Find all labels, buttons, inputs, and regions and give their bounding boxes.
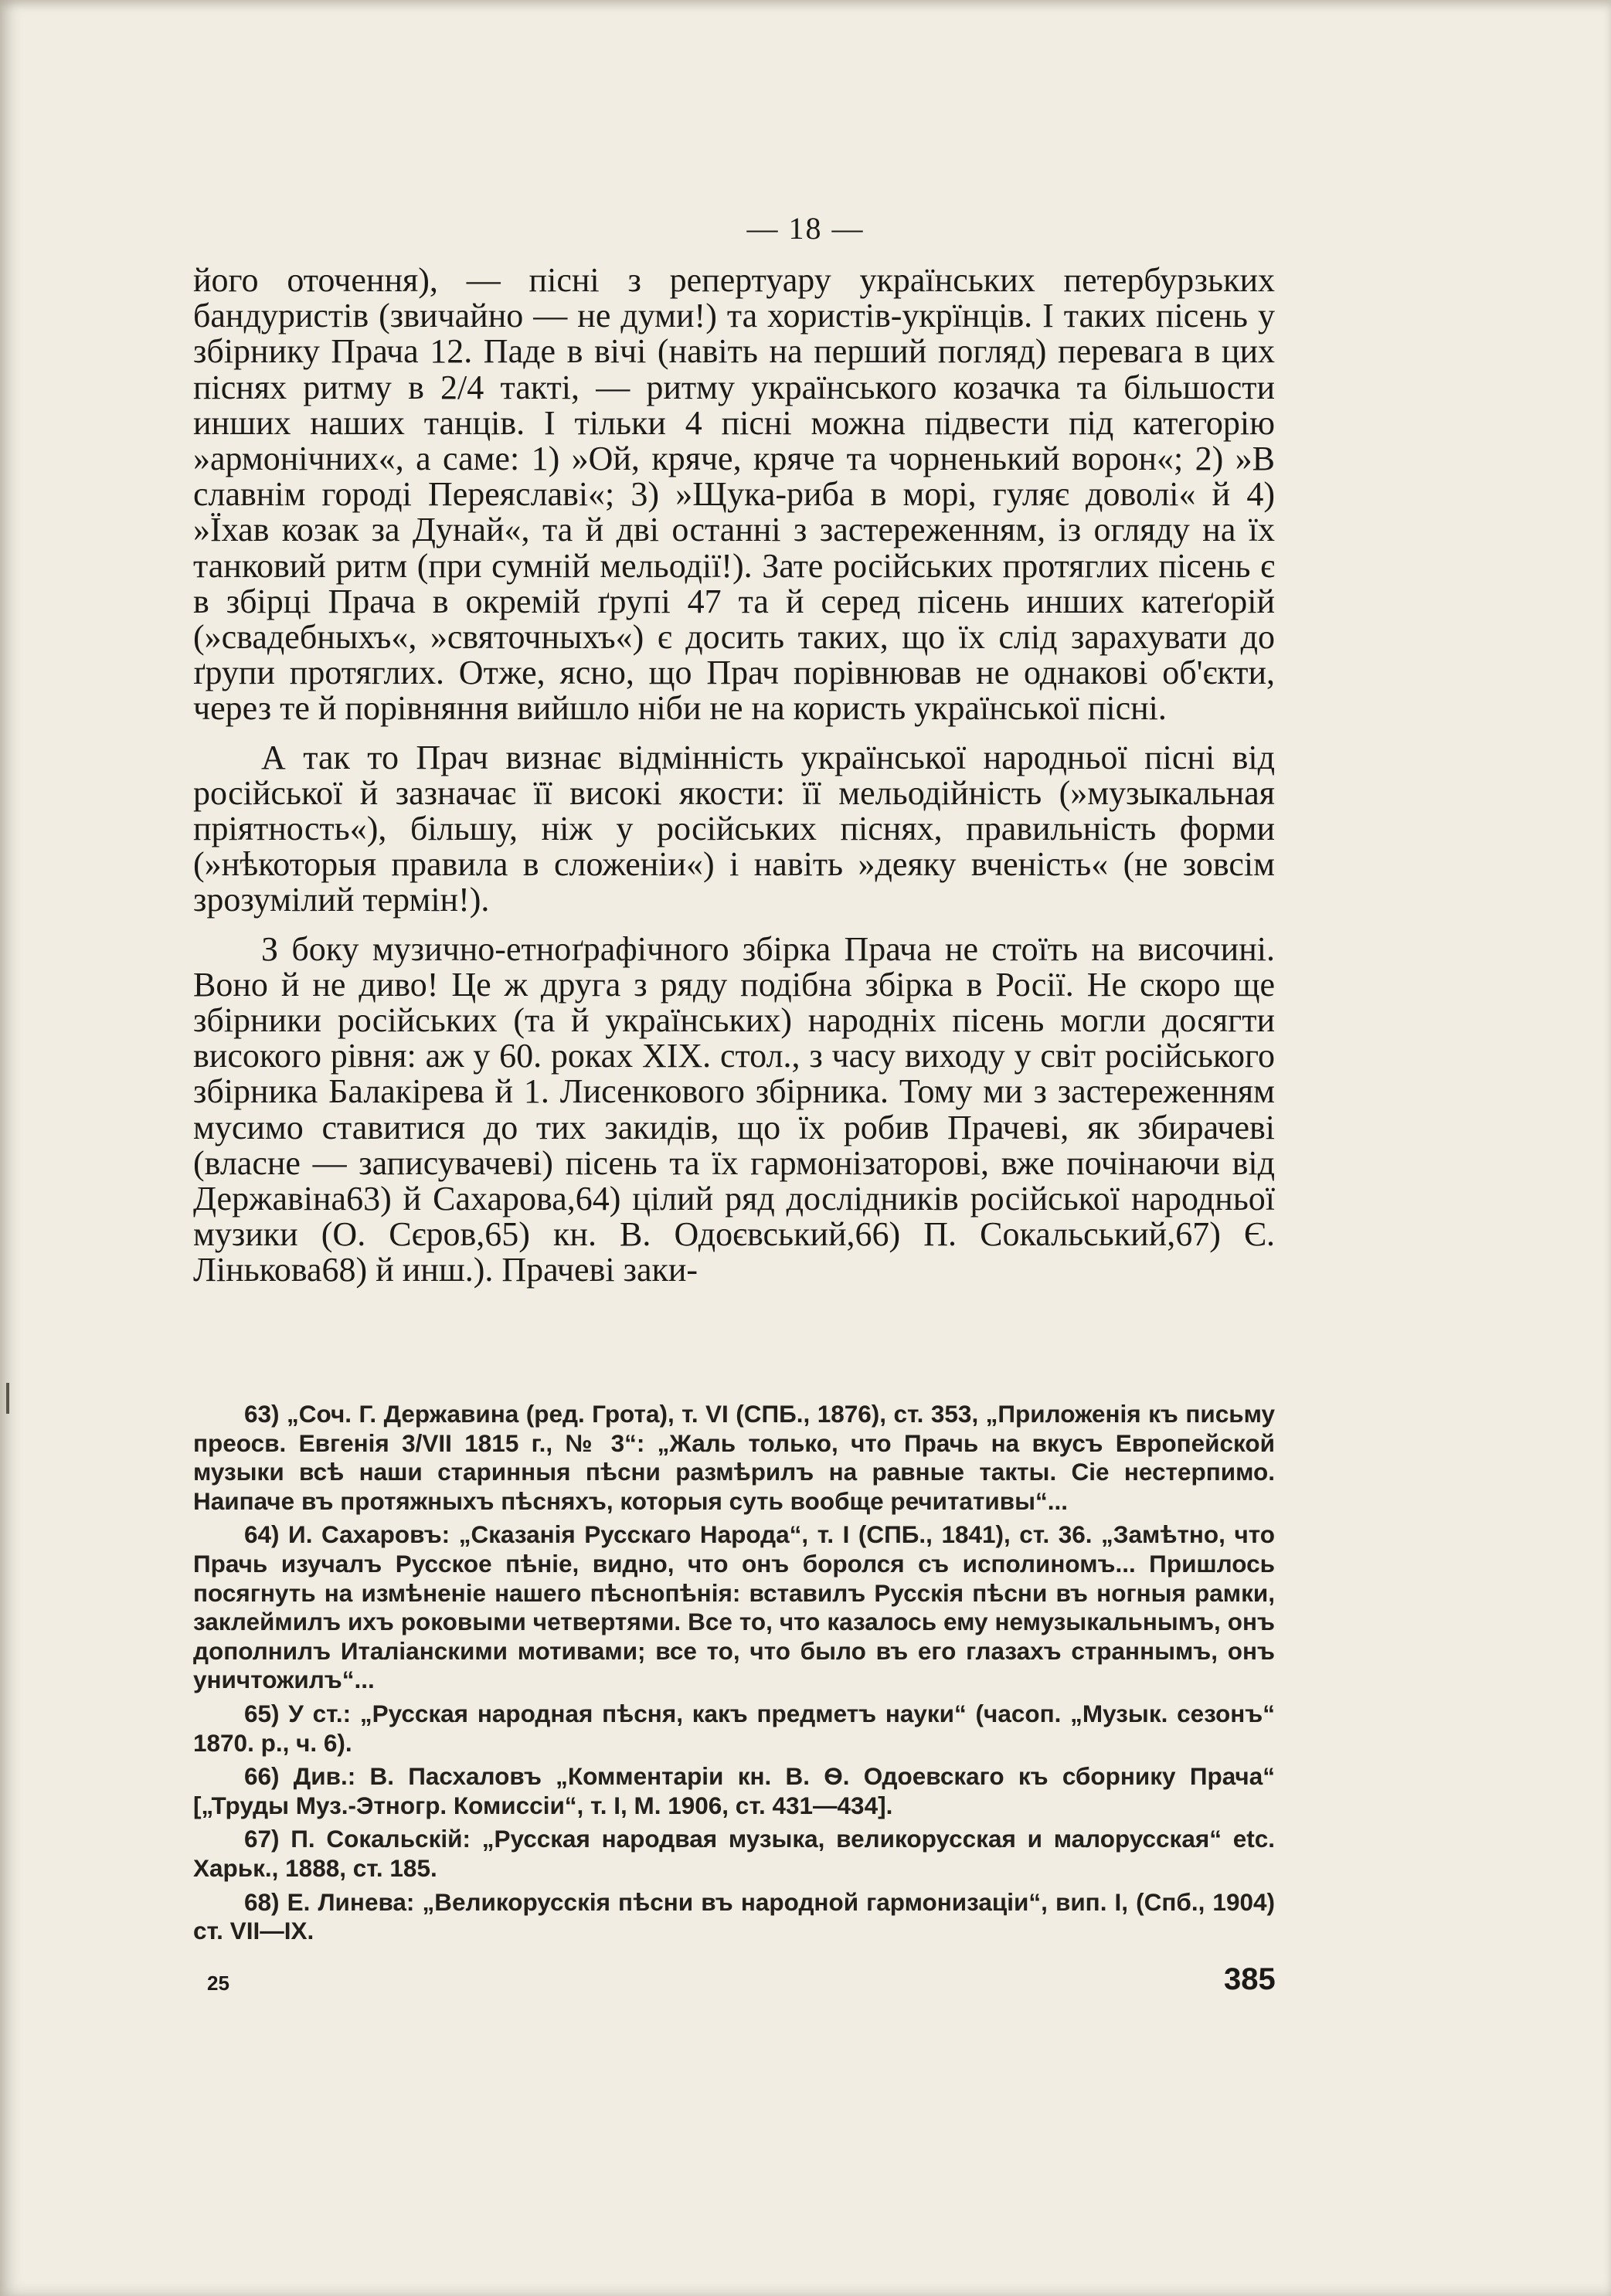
footnote-64: 64) И. Сахаровъ: „Сказанія Русскаго Народа“, т. І (СПБ., 1841), ст. 36. „Замѣтно, что Прачь изучалъ Русское пѣніе, видно, что онъ боролся съ исполиномъ... Пришлось посягнуть на измѣненіе нашего пѣснопѣнія: вставилъ Русскія пѣсни въ ногныя рамки, заклеймилъ ихъ роковыми четвертями. Все то, что казалось ему немузыкальнымъ, онъ дополнилъ Италіанскими мотивами; все то, что было въ его глазахъ страннымъ, онъ уничтожилъ“... [193,1520,1275,1694]
footnote-67: 67) П. Сокальскій: „Русская народвая музыка, великорусская и малорусская“ etc. Харьк., 1888, ст. 185. [193,1825,1275,1882]
page-number-bottom: 385 [1224,1962,1276,1996]
main-text [193,263,1275,1302]
paragraph-1: його оточення), — пісні з репертуару українських петербурзьких бандуристів (звичайно — не думи!) та хористів-укрїнців. І таких пісень у збірнику Прача 12. Паде в вічі (навіть на перший погляд) перевага в цих піснях ритму в 2/4 такті, — ритму українського козачка та більшости инших наших танців. І тільки 4 пісні можна підвести під категорію »армонічних«, а саме: 1) »Ой, кряче, кряче та чорненький ворон«; 2) »В славнім городі Переяславі«; 3) »Щука-риба в морі, гуляє доволі« й 4) »Їхав козак за Дунай«, та й дві останні з застереженням, із огляду на їх танковий ритм (при сумній мельодії!). Зате російських протяглих пісень є в збірці Прача в окремій ґрупі 47 та й серед пісень инших катеґорій (»свадебныхъ«, »святочныхъ«) є досить таких, що їх слід зарахувати до ґрупи протяглих. Отже, ясно, що Прач порівнював не однакові об'єкти, через те й порівняння вийшло ніби не на користь української пісні. [193,261,1275,728]
signature-mark: 25 [207,1972,229,1995]
scan-edge-mark [6,1383,9,1414]
page-number-top: — 18 — [746,211,865,246]
paragraph-3: З боку музично-етноґрафічного збірка Прача не стоїть на височині. Воно й не диво! Це ж друга з ряду подібна збірка в Росії. Не скоро ще збірники російських (та й українських) народніх пісень могли досягти високого рівня: аж у 60. роках XIX. стол., з часу виходу у світ російського збірника Балакірева й 1. Лисенкового збірника. Тому ми з застереженням мусимо ставитися до тих закидів, що їх робив Прачеві, як збирачеві (власне — записувачеві) пісень та їх гармонізаторові, вже почінаючи від Державіна63) й Сахарова,64) цілий ряд дослідників російської народньої музики (О. Сєров,65) кн. В. Одоєвський,66) П. Сокальський,67) Є. Лінькова68) й инш.). Прачеві заки- [193,929,1275,1289]
footnotes [193,1400,1275,1951]
footnote-68: 68) Е. Линева: „Великорусскія пѣсни въ народной гармонизаціи“, вип. І, (Спб., 1904) ст. VII—IX. [193,1887,1275,1945]
footnote-63: 63) „Соч. Г. Державина (ред. Грота), т. VI (СПБ., 1876), ст. 353, „Приложенія къ письму преосв. Евгенія 3/VII 1815 г., № 3“: „Жаль только, что Прачь на вкусъ Европейской музыки всѣ наши старинныя пѣсни размѣрилъ на равные такты. Сіе нестерпимо. Наипаче въ протяжныхъ пѣсняхъ, которыя суть вообще речитативы“... [193,1400,1275,1515]
paragraph-2: А так то Прач визнає відмінність української народньої пісні від російської й зазначає її високі якости: її мельодійність (»музыкальная пріятность«), більшу, ніж у російських піснях, правильність форми (»нѣкоторыя правила в сложеніи«) і навіть »деяку вченість« (не зовсім зрозумілий термін!). [193,738,1275,919]
footnote-65: 65) У ст.: „Русская народная пѣсня, какъ предметъ науки“ (часоп. „Музык. сезонъ“ 1870. р., ч. 6). [193,1699,1275,1757]
footnote-66: 66) Див.: В. Пасхаловъ „Комментаріи кн. В. Ѳ. Одоевскаго къ сборнику Прача“ [„Труды Муз.-Этногр. Комиссіи“, т. І, М. 1906, ст. 431—434]. [193,1762,1275,1819]
